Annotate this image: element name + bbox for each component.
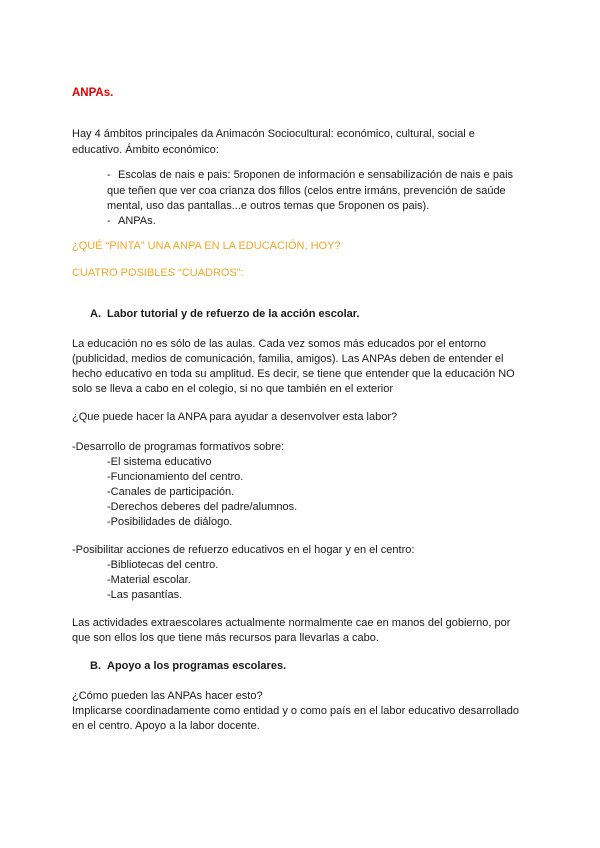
section-b-question: ¿Cómo pueden las ANPAs hacer esto? bbox=[72, 690, 263, 702]
list-item: -Las pasantías. bbox=[107, 589, 183, 601]
list-item: -Canales de participación. bbox=[107, 486, 235, 498]
list-item: -Bibliotecas del centro. bbox=[107, 559, 219, 571]
list-2-title: -Posibilitar acciones de refuerzo educativos en el hogar y en el centro: bbox=[72, 544, 415, 556]
section-a-paragraph-line-2: (publicidad, medios de comunicación, familia, amigos). Las ANPAs deben de entender el bbox=[72, 353, 504, 365]
section-a-paragraph-line-4: solo se lleva a cabo en el colegio, si no que también en el exterior bbox=[72, 383, 394, 395]
section-a-paragraph-line-1: La educación no es sólo de las aulas. Cada vez somos más educados por el entorno bbox=[72, 338, 486, 350]
question-heading: ¿QUÉ “PINTA” UNA ANPA EN LA EDUCACIÓN, HOY? bbox=[72, 240, 341, 252]
section-a-paragraph-line-3: hecho educativo en toda su amplitud. Es decir, se tiene que entender que la educación NO bbox=[72, 368, 515, 380]
cuadros-heading: CUATRO POSIBLES “CUADROS”: bbox=[72, 267, 244, 279]
list-item: -Derechos deberes del padre/alumnos. bbox=[107, 501, 298, 513]
bullet-marker: - bbox=[107, 169, 111, 181]
intro-line-1: Hay 4 ámbitos principales da Animacón Sociocultural: económico, cultural, social e bbox=[72, 128, 475, 140]
section-a-question: ¿Que puede hacer la ANPA para ayudar a desenvolver esta labor? bbox=[72, 411, 398, 423]
list-item: -Funcionamiento del centro. bbox=[107, 471, 244, 483]
bullet-marker: - bbox=[107, 215, 111, 227]
section-b-letter: B. bbox=[90, 660, 101, 672]
closing-line-1: Las actividades extraescolares actualmente normalmente cae en manos del gobierno, por bbox=[72, 617, 511, 629]
section-b-title: Apoyo a los programas escolares. bbox=[107, 660, 287, 672]
bullet-1-line-2: que teñen que ver coa crianza dos fillos (celos entre irmáns, prevención de saúde bbox=[107, 185, 506, 197]
closing-line-2: que son ellos los que tiene más recursos para llevarlas a cabo. bbox=[72, 632, 379, 644]
list-item: -Material escolar. bbox=[107, 574, 191, 586]
bullet-1-line-1: Escolas de nais e pais: 5roponen de información e sensabilización de nais e pais bbox=[118, 169, 514, 181]
list-item: -El sistema educativo bbox=[107, 456, 212, 468]
document-title: ANPAs. bbox=[72, 87, 114, 99]
section-b-paragraph-line-2: en el centro. Apoyo a la labor docente. bbox=[72, 720, 260, 732]
bullet-1-line-3: mental, uso das pantallas...e outros temas que 5roponen os pais). bbox=[107, 200, 430, 212]
bullet-2-line-1: ANPAs. bbox=[118, 215, 156, 227]
intro-line-2: educativo. Ámbito económico: bbox=[72, 144, 219, 156]
list-1-title: -Desarrollo de programas formativos sobre: bbox=[72, 441, 285, 453]
section-a-letter: A. bbox=[90, 308, 101, 320]
section-b-paragraph-line-1: Implicarse coordinadamente como entidad y o como país en el labor educativo desarrollado bbox=[72, 705, 519, 717]
list-item: -Posibilidades de diálogo. bbox=[107, 516, 233, 528]
section-a-title: Labor tutorial y de refuerzo de la acción escolar. bbox=[107, 308, 360, 320]
